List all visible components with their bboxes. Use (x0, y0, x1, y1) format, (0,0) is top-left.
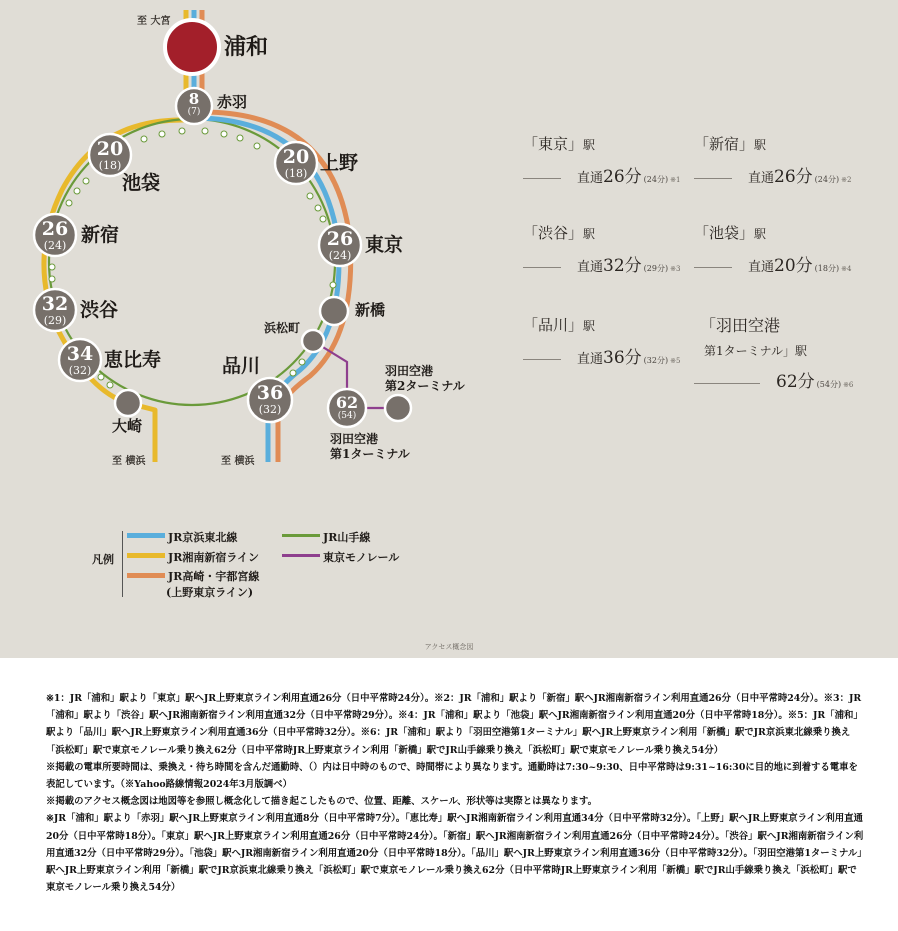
station-shinjuku: 新宿 (81, 224, 120, 246)
legend (92, 527, 422, 602)
time-ebisu: 34 (32) (66, 343, 94, 377)
station-ebisu: 恵比寿 (104, 349, 162, 371)
destination-shinagawa: 「品川」駅 直通 36分 (32分) ※5 (523, 316, 681, 368)
station-ikebukuro: 池袋 (122, 172, 161, 194)
time-tokyo: 26 (24) (326, 228, 354, 262)
destination-tokyo: 「東京」駅 直通 26分 (24分) ※1 (523, 135, 681, 187)
station-haneda-t1: 羽田空港 第1ターミナル (330, 432, 410, 461)
time-shibuya: 32 (29) (41, 293, 69, 327)
station-osaki: 大崎 (112, 417, 143, 435)
legend-item-shonan-shinjuku: JR湘南新宿ライン (127, 549, 259, 565)
legend-item-yamanote: JR山手線 (282, 529, 370, 545)
footnotes (46, 690, 866, 896)
station-hamamatsucho: 浜松町 (264, 321, 301, 335)
direction-omiya: 至 大宮 (137, 16, 171, 27)
time-shinagawa: 36 (32) (256, 382, 284, 416)
station-shimbashi: 新橋 (355, 301, 386, 319)
map-caption: アクセス概念図 (424, 643, 474, 651)
destination-ikebukuro: 「池袋」駅 直通 20分 (18分) ※4 (694, 224, 852, 276)
station-shinagawa: 品川 (222, 355, 261, 377)
time-ikebukuro: 20 (18) (96, 138, 124, 172)
station-ueno: 上野 (320, 152, 359, 174)
footnote-commute: ※掲載の電車所要時間は、乗換え・待ち時間を含んだ通勤時、（）内は日中時のもので、時間帯により異なります。通勤時は7:30~9:30、日中平常時は9:31~16:30に目的地に到着する電車を表記しています。（※Yahoo路線情報2024年3月版調べ） (46, 761, 858, 791)
time-ueno: 20 (18) (282, 146, 310, 180)
station-urawa: 浦和 (224, 34, 269, 60)
legend-title: 凡例 (92, 553, 114, 566)
destination-haneda-t1: 「羽田空港 第1ターミナル」駅 62分 (54分) ※6 (700, 313, 853, 392)
station-shibuya: 渋谷 (80, 299, 119, 321)
destination-shinjuku: 「新宿」駅 直通 26分 (24分) ※2 (694, 135, 852, 187)
station-haneda-t2: 羽田空港 第2ターミナル (385, 364, 465, 393)
time-akabane: 8 (7) (187, 90, 201, 117)
time-haneda-t1: 62 (54) (335, 393, 359, 421)
footnote-diagram: ※掲載のアクセス概念図は地図等を参照し概念化して描き起こしたもので、位置、距離、スケール、形状等は実際とは異なります。 (46, 796, 597, 808)
direction-yokohama-right: 至 横浜 (221, 456, 255, 467)
footnote-stations: ※JR「浦和」駅より「赤羽」駅へJR上野東京ライン利用直通8分（日中平常時7分）。「恵比寿」駅へJR湘南新宿ライン利用直通34分（日中平常時32分）。「上野」駅へJR上野東京ライン利用直通20分（日中平常時18分）。「東京」駅へJR上野東京ライン利用直通26分（日中平常時24分）。「新宿」駅へJR湘南新宿ライン利用直通26分（日中平常時24分）。「渋谷」駅へJR湘南新宿ライン利用直通32分（日中平常時29分）。「池袋」駅へJR湘南新宿ライン利用直通20分（日中平常時18分）。「品川」駅へJR上野東京ライン利用直通36分（日中平常時32分）。「羽田空港第1ターミナル」駅へJR上野東京ライン利用「新橋」駅でJR京浜東北線乗り換え「浜松町」駅で東京モノレール乗り換え62分（日中平常時JR上野東京ライン利用「新橋」駅でJR山手線乗り換え「浜松町」駅で東京モノレール乗り換え54分） (46, 813, 864, 894)
time-shinjuku: 26 (24) (41, 218, 69, 252)
legend-item-monorail: 東京モノレール (282, 549, 399, 565)
station-tokyo: 東京 (365, 234, 404, 256)
legend-item-keihin-tohoku: JR京浜東北線 (127, 529, 237, 545)
legend-item-takasaki-utsunomiya: JR高崎・宇都宮線 (上野東京ライン) (127, 569, 259, 601)
station-akabane: 赤羽 (217, 93, 248, 111)
destination-shibuya: 「渋谷」駅 直通 32分 (29分) ※3 (523, 224, 681, 276)
legend-divider (122, 531, 123, 597)
direction-yokohama-left: 至 横浜 (112, 456, 146, 467)
origin-station-circle (165, 20, 219, 74)
footnote-times: ※1：JR「浦和」駅より「東京」駅へJR上野東京ライン利用直通26分（日中平常時24分）。※2：JR「浦和」駅より「新宿」駅へJR湘南新宿ライン利用直通26分（日中平常時24分）。※3：JR「浦和」駅より「渋谷」駅へJR湘南新宿ライン利用直通32分（日中平常時29分）。※4：JR「浦和」駅より「池袋」駅へJR湘南新宿ライン利用直通20分（日中平常時18分）。※5：JR「浦和」駅より「品川」駅へJR上野東京ライン利用直通36分（日中平常時32分）。※6：JR「浦和」駅より「羽田空港第1ターミナル」駅へJR上野東京ライン利用「新橋」駅でJR京浜東北線乗り換え「浜松町」駅で東京モノレール乗り換え62分（日中平常時JR上野東京ライン利用「新橋」駅でJR山手線乗り換え「浜松町」駅で東京モノレール乗り換え54分） (46, 693, 863, 756)
